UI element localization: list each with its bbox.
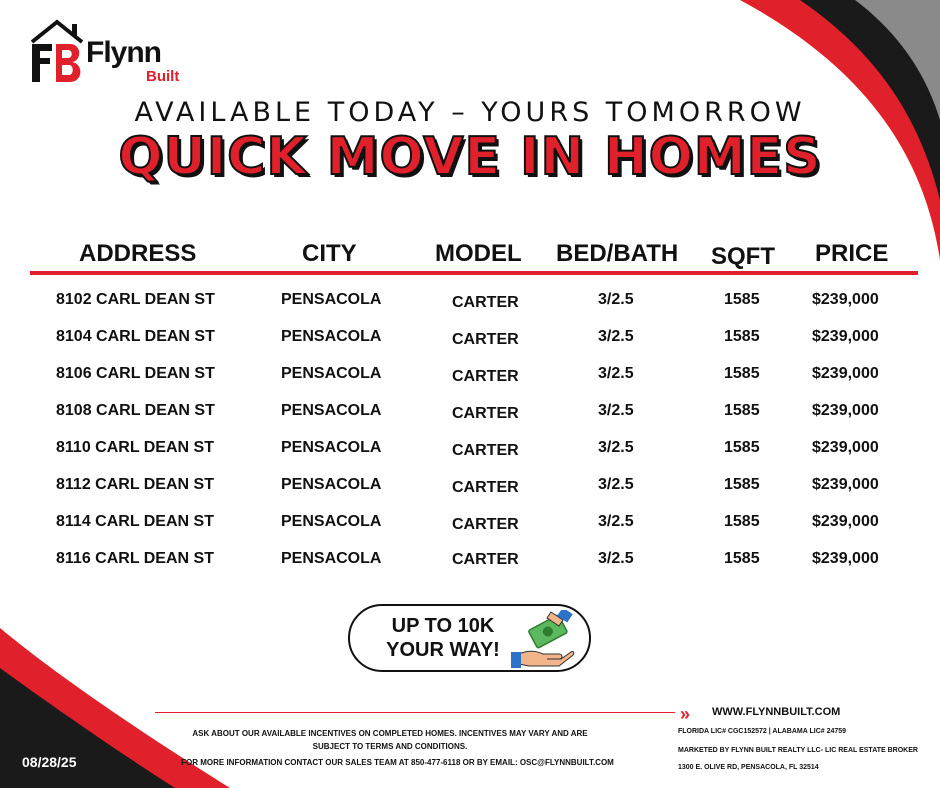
table-row[interactable] bbox=[0, 439, 940, 469]
contact-info: FOR MORE INFORMATION CONTACT OUR SALES TEAM AT 850-477-6118 OR BY EMAIL: OSC@FLYNNBUILT.COM bbox=[181, 758, 614, 767]
office-address: 1300 E. OLIVE RD, PENSACOLA, FL 32514 bbox=[678, 764, 819, 771]
cell-city: PENSACOLA bbox=[281, 291, 382, 308]
logo-subtitle: Built bbox=[146, 68, 180, 85]
cell-sqft: 1585 bbox=[724, 513, 760, 530]
table-row[interactable] bbox=[0, 365, 940, 395]
column-header-city: CITY bbox=[302, 240, 357, 267]
cell-price: $239,000 bbox=[812, 291, 879, 308]
cell-price: $239,000 bbox=[812, 439, 879, 456]
cell-address: 8106 CARL DEAN ST bbox=[56, 365, 215, 382]
cell-bed-bath: 3/2.5 bbox=[598, 476, 634, 493]
cell-bed-bath: 3/2.5 bbox=[598, 439, 634, 456]
cell-city: PENSACOLA bbox=[281, 476, 382, 493]
cell-address: 8114 CARL DEAN ST bbox=[56, 513, 214, 530]
cell-sqft: 1585 bbox=[724, 550, 760, 567]
cell-address: 8116 CARL DEAN ST bbox=[56, 550, 214, 567]
incentive-note-line-2: SUBJECT TO TERMS AND CONDITIONS. bbox=[312, 742, 468, 751]
cell-price: $239,000 bbox=[812, 550, 879, 567]
cell-sqft: 1585 bbox=[724, 365, 760, 382]
column-header-bed-bath: BED/BATH bbox=[556, 240, 679, 267]
date-stamp: 08/28/25 bbox=[22, 754, 77, 770]
brand-logo[interactable] bbox=[28, 18, 188, 88]
cell-bed-bath: 3/2.5 bbox=[598, 291, 634, 308]
page-title: QUICK MOVE IN HOMES bbox=[118, 127, 822, 187]
incentive-note-line-1: ASK ABOUT OUR AVAILABLE INCENTIVES ON COMPLETED HOMES. INCENTIVES MAY VARY AND ARE bbox=[192, 729, 588, 738]
cell-city: PENSACOLA bbox=[281, 402, 382, 419]
cell-price: $239,000 bbox=[812, 513, 879, 530]
cell-city: PENSACOLA bbox=[281, 439, 382, 456]
column-header-model: MODEL bbox=[435, 240, 522, 267]
cell-price: $239,000 bbox=[812, 365, 879, 382]
cell-address: 8108 CARL DEAN ST bbox=[56, 402, 215, 419]
cell-model: CARTER bbox=[452, 405, 519, 422]
logo-house-icon bbox=[28, 18, 86, 84]
table-row[interactable] bbox=[0, 328, 940, 358]
cell-sqft: 1585 bbox=[724, 439, 760, 456]
cell-address: 8102 CARL DEAN ST bbox=[56, 291, 215, 308]
cell-address: 8104 CARL DEAN ST bbox=[56, 328, 215, 345]
cell-address: 8110 CARL DEAN ST bbox=[56, 439, 214, 456]
cell-model: CARTER bbox=[452, 479, 519, 496]
cell-model: CARTER bbox=[452, 442, 519, 459]
table-row[interactable] bbox=[0, 402, 940, 432]
cell-model: CARTER bbox=[452, 294, 519, 311]
cell-bed-bath: 3/2.5 bbox=[598, 402, 634, 419]
cell-bed-bath: 3/2.5 bbox=[598, 365, 634, 382]
cell-sqft: 1585 bbox=[724, 402, 760, 419]
cell-sqft: 1585 bbox=[724, 291, 760, 308]
cell-model: CARTER bbox=[452, 368, 519, 385]
cell-address: 8112 CARL DEAN ST bbox=[56, 476, 214, 493]
incentive-line-2: YOUR WAY! bbox=[386, 639, 500, 661]
double-chevron-right-icon: » bbox=[680, 704, 686, 724]
cell-price: $239,000 bbox=[812, 328, 879, 345]
cell-sqft: 1585 bbox=[724, 328, 760, 345]
cell-model: CARTER bbox=[452, 331, 519, 348]
website-link[interactable]: WWW.FLYNNBUILT.COM bbox=[712, 706, 841, 718]
cell-price: $239,000 bbox=[812, 476, 879, 493]
incentive-badge[interactable] bbox=[348, 604, 591, 672]
license-numbers: FLORIDA LIC# CGC152572 | ALABAMA LIC# 24759 bbox=[678, 728, 847, 735]
tagline: AVAILABLE TODAY – YOURS TOMORROW bbox=[134, 97, 806, 128]
cell-city: PENSACOLA bbox=[281, 328, 382, 345]
incentive-line-1: UP TO 10K bbox=[391, 615, 495, 637]
cell-city: PENSACOLA bbox=[281, 365, 382, 382]
cell-city: PENSACOLA bbox=[281, 513, 382, 530]
cell-bed-bath: 3/2.5 bbox=[598, 328, 634, 345]
cell-sqft: 1585 bbox=[724, 476, 760, 493]
logo-wordmark: Flynn bbox=[86, 36, 161, 69]
table-row[interactable] bbox=[0, 513, 940, 543]
cell-price: $239,000 bbox=[812, 402, 879, 419]
cell-city: PENSACOLA bbox=[281, 550, 382, 567]
cell-model: CARTER bbox=[452, 516, 519, 533]
incentive-text bbox=[368, 614, 518, 662]
column-header-address: ADDRESS bbox=[79, 240, 197, 267]
footer-divider bbox=[155, 712, 675, 713]
column-header-price: PRICE bbox=[815, 240, 889, 267]
cell-bed-bath: 3/2.5 bbox=[598, 550, 634, 567]
column-header-sqft: SQFT bbox=[711, 243, 775, 270]
cell-bed-bath: 3/2.5 bbox=[598, 513, 634, 530]
table-row[interactable] bbox=[0, 550, 940, 580]
table-row[interactable] bbox=[0, 476, 940, 506]
cell-model: CARTER bbox=[452, 551, 519, 568]
table-row[interactable] bbox=[0, 291, 940, 321]
money-hand-icon bbox=[511, 610, 575, 670]
table-header-divider bbox=[30, 271, 918, 275]
marketed-by: MARKETED BY FLYNN BUILT REALTY LLC- LIC REAL ESTATE BROKER bbox=[678, 747, 918, 754]
